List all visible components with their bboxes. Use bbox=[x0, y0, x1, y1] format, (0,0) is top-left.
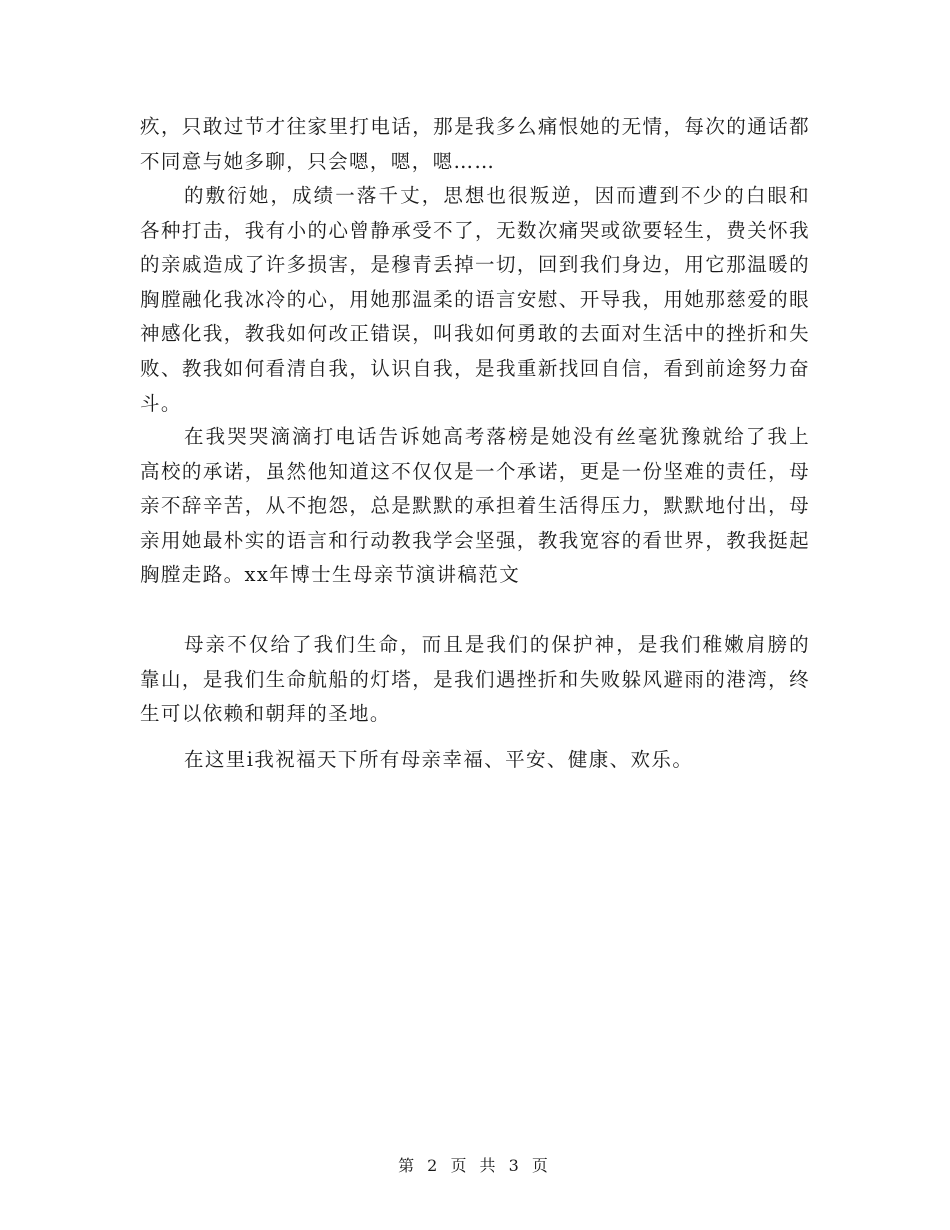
paragraph: 的敷衍她，成绩一落千丈，思想也很叛逆，因而遭到不少的白眼和各种打击，我有小的心曾静承受不了，无数次痛哭或欲要轻生，费关怀我的亲戚造成了许多损害，是穆青丢掉一切，回到我们身边，用它那温暖的胸膛融化我冰冷的心，用她那温柔的语言安慰、开导我，用她那慈爱的眼神感化我，教我如何改正错误，叫我如何勇敢的去面对生活中的挫折和失败、教我如何看清自我，认识自我，是我重新找回自信，看到前途努力奋斗。 bbox=[140, 184, 810, 415]
page-number-footer: 第 2 页 共 3 页 bbox=[398, 1156, 552, 1175]
paragraph: 母亲不仅给了我们生命，而且是我们的保护神，是我们稚嫩肩膀的靠山，是我们生命航船的灯塔，是我们遇挫折和失败躲风避雨的港湾，终生可以依赖和朝拜的圣地。 bbox=[140, 633, 810, 726]
paragraph: 在这里i我祝福天下所有母亲幸福、平安、健康、欢乐。 bbox=[184, 748, 694, 771]
paragraph-continuation: 疚，只敢过节才往家里打电话，那是我多么痛恨她的无情，每次的通话都不同意与她多聊，只会嗯，嗯，嗯…… bbox=[140, 115, 810, 173]
paragraph: 在我哭哭滴滴打电话告诉她高考落榜是她没有丝毫犹豫就给了我上高校的承诺，虽然他知道这不仅仅是一个承诺，更是一份坚难的责任，母亲不辞辛苦，从不抱怨，总是默默的承担着生活得压力，默默地付出，母亲用她最朴实的语言和行动教我学会坚强，教我宽容的看世界，教我挺起胸膛走路。xx年博士生母亲节演讲稿范文 bbox=[140, 425, 810, 587]
